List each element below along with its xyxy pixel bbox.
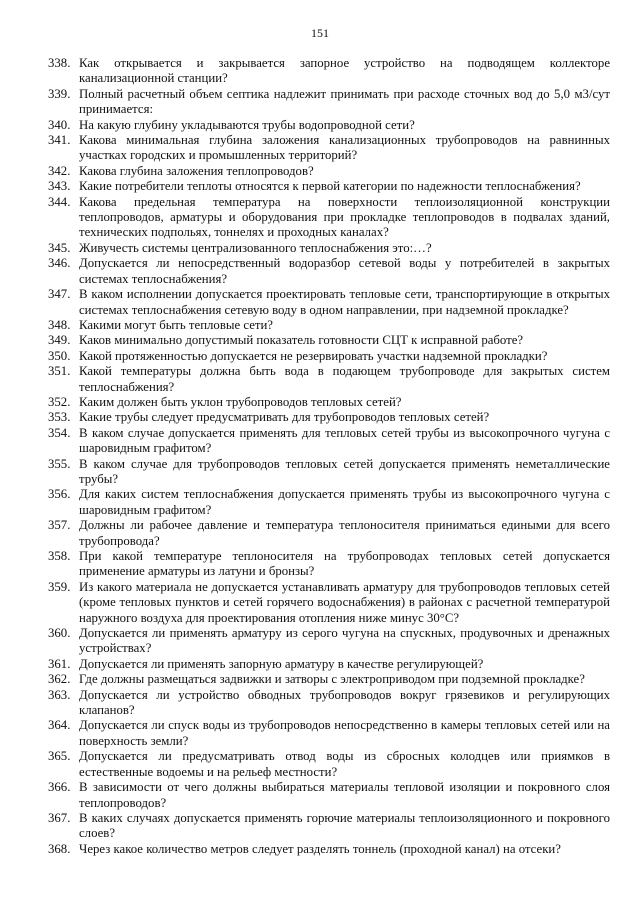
question-number: 338.: [48, 56, 71, 70]
question-text: Для каких систем теплоснабжения допускается применять трубы из высокопрочного чугуна с шаровидным графитом?: [79, 487, 610, 517]
question-number: 353.: [48, 410, 71, 425]
question-text: Как открывается и закрывается запорное устройство на подводящем коллекторе канализационной станции?: [79, 56, 610, 86]
question-item: [48, 426, 610, 457]
question-number: 352.: [48, 394, 71, 409]
question-item: [48, 241, 610, 256]
question-text: Допускается ли непосредственный водоразбор сетевой воды у потребителей в закрытых системах теплоснабжения?: [79, 256, 610, 286]
question-item: [48, 410, 610, 425]
question-item: [48, 549, 610, 580]
question-text: Какой протяженностью допускается не резервировать участки надземной прокладки?: [79, 348, 548, 363]
question-number: 347.: [48, 287, 71, 302]
question-number: 364.: [48, 718, 71, 733]
question-number: 355.: [48, 456, 71, 471]
question-item: [48, 672, 610, 687]
question-number: 361.: [48, 656, 71, 671]
question-text: Допускается ли применять запорную арматуру в качестве регулирующей?: [79, 656, 484, 671]
question-text: Допускается ли применять арматуру из серого чугуна на спускных, продувочных и дренажных устройствах?: [79, 626, 610, 656]
question-text: На какую глубину укладываются трубы водопроводной сети?: [79, 117, 415, 132]
page-number: 151: [311, 26, 329, 40]
question-item: [48, 518, 610, 549]
question-number: 351.: [48, 364, 71, 379]
question-number: 354.: [48, 425, 71, 440]
question-number: 367.: [48, 810, 71, 825]
question-item: [48, 118, 610, 133]
question-text: Полный расчетный объем септика надлежит принимать при расходе сточных вод до 5,0 м3/сут принимается:: [79, 86, 610, 117]
question-number: 368.: [48, 841, 71, 856]
question-number: 365.: [48, 749, 71, 764]
question-text: В каких случаях допускается применять горючие материалы теплоизоляционного и покровного слоев?: [79, 810, 610, 841]
question-item: [48, 657, 610, 672]
question-number: 366.: [48, 780, 71, 795]
question-item: [48, 287, 610, 318]
question-number: 346.: [48, 256, 71, 271]
question-item: [48, 349, 610, 364]
question-number: 350.: [48, 348, 71, 363]
question-item: [48, 179, 610, 194]
question-item: [48, 580, 610, 626]
question-text: В каком исполнении допускается проектировать тепловые сети, транспортирующие в открытых системах теплоснабжения сетевую воду в одном направлении, при надземной прокладке?: [79, 287, 610, 317]
question-number: 348.: [48, 317, 71, 332]
question-number: 341.: [48, 133, 71, 148]
question-item: [48, 811, 610, 842]
question-text: Через какое количество метров следует разделять тоннель (проходной канал) на отсеки?: [79, 841, 561, 856]
question-text: Какими могут быть тепловые сети?: [79, 317, 273, 332]
question-text: Где должны размещаться задвижки и затворы с электроприводом при подземной прокладке?: [79, 672, 585, 687]
question-number: 358.: [48, 549, 71, 563]
question-item: [48, 56, 610, 87]
question-item: [48, 749, 610, 780]
question-item: [48, 487, 610, 518]
question-list: [48, 56, 610, 857]
question-text: Каков минимально допустимый показатель готовности СЦТ к исправной работе?: [79, 333, 524, 348]
question-text: Каким должен быть уклон трубопроводов тепловых сетей?: [79, 394, 402, 409]
question-text: Какие потребители теплоты относятся к первой категории по надежности теплоснабжения?: [79, 179, 581, 194]
question-number: 344.: [48, 194, 71, 209]
question-item: [48, 164, 610, 179]
question-number: 363.: [48, 687, 71, 702]
question-text: Какие трубы следует предусматривать для трубопроводов тепловых сетей?: [79, 410, 490, 425]
question-text: В каком случае допускается применять для тепловых сетей трубы из высокопрочного чугуна с шаровидным графитом?: [79, 425, 610, 456]
question-text: Какова глубина заложения теплопроводов?: [79, 163, 314, 178]
question-item: [48, 780, 610, 811]
question-text: Допускается ли устройство обводных трубопроводов вокруг грязевиков и регулирующих клапанов?: [79, 687, 610, 718]
question-number: 359.: [48, 579, 71, 594]
question-text: Какова предельная температура на поверхности теплоизоляционной конструкции теплопроводов, арматуры и оборудования при прокладке теплопроводов в подвалах зданий, технических подпольях, тоннелях и проходных каналах?: [79, 194, 610, 240]
question-text: Живучесть системы централизованного теплоснабжения это:…?: [79, 240, 432, 255]
question-number: 360.: [48, 626, 71, 641]
question-item: [48, 87, 610, 118]
question-item: [48, 688, 610, 719]
question-text: Должны ли рабочее давление и температура теплоносителя приниматься едиными для всего трубопровода?: [79, 518, 610, 548]
question-number: 357.: [48, 518, 71, 533]
question-item: [48, 364, 610, 395]
question-text: При какой температуре теплоносителя на трубопроводах тепловых сетей допускается применение арматуры из латуни и бронзы?: [79, 549, 610, 579]
question-item: [48, 133, 610, 164]
question-text: Какова минимальная глубина заложения канализационных трубопроводов на равнинных участках городских и промышленных территорий?: [79, 133, 610, 163]
question-text: В зависимости от чего должны выбираться материалы тепловой изоляции и покровного слоя теплопроводов?: [79, 780, 610, 810]
question-item: [48, 626, 610, 657]
question-item: [48, 457, 610, 488]
question-text: Из какого материала не допускается устанавливать арматуру для трубопроводов тепловых сетей (кроме тепловых пунктов и сетей горячего водоснабжения) в районах с расчетной температурой наружного воздуха для проектирования отопления ниже минус 30°С?: [79, 579, 610, 625]
question-item: [48, 318, 610, 333]
question-number: 345.: [48, 240, 71, 255]
question-text: Какой температуры должна быть вода в подающем трубопроводе для закрытых систем теплоснабжения?: [79, 364, 610, 394]
question-item: [48, 195, 610, 241]
question-number: 339.: [48, 86, 71, 101]
question-number: 340.: [48, 117, 71, 132]
question-number: 343.: [48, 179, 71, 194]
question-text: В каком случае для трубопроводов тепловых сетей допускается применять неметаллические трубы?: [79, 456, 610, 486]
question-text: Допускается ли предусматривать отвод воды из сбросных колодцев или приямков в естественные водоемы и на рельеф местности?: [79, 749, 610, 779]
question-number: 356.: [48, 487, 71, 502]
question-item: [48, 842, 610, 857]
question-item: [48, 395, 610, 410]
question-number: 349.: [48, 333, 71, 348]
question-item: [48, 333, 610, 348]
question-text: Допускается ли спуск воды из трубопроводов непосредственно в камеры тепловых сетей или на поверхность земли?: [79, 718, 610, 748]
question-number: 342.: [48, 163, 71, 178]
question-item: [48, 718, 610, 749]
question-item: [48, 256, 610, 287]
question-number: 362.: [48, 672, 71, 687]
